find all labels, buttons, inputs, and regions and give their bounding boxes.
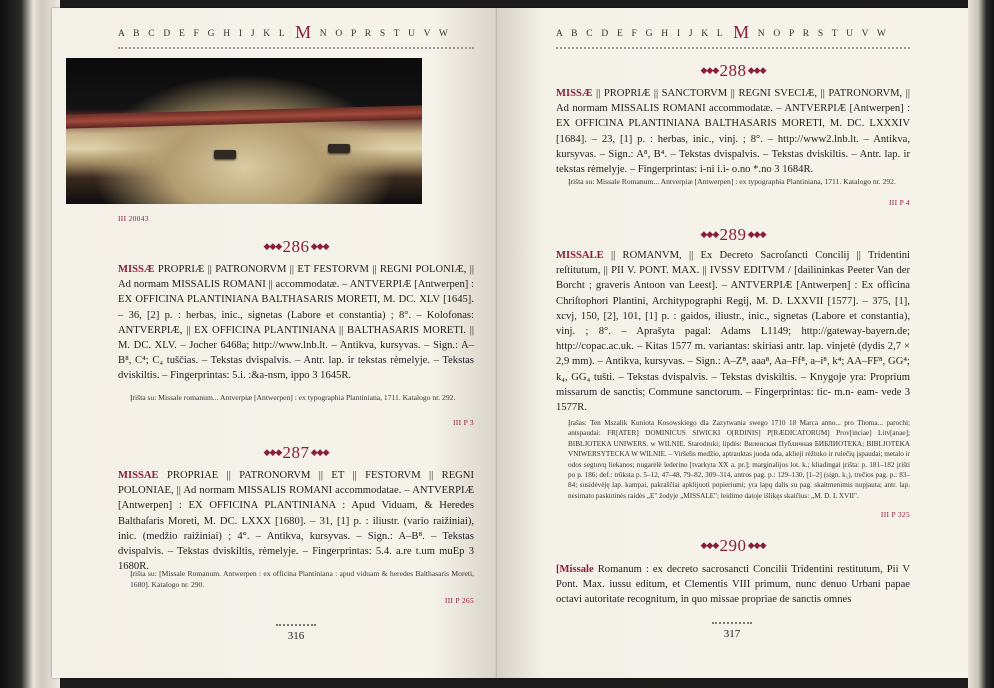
entry-287-text [118, 468, 474, 574]
entry-286-source: Įrišta su: Missale romanum... Antverpiæ [Antwerpen] : ex typographia Plantiniana, 1711. Katalogo nr. 292. [130, 393, 456, 402]
alphabet-current-letter: M [733, 22, 751, 42]
ornament-icon: ◆◆◆ [309, 447, 329, 457]
folio-ornament-left [276, 624, 316, 627]
entry-286-ref: III P 3 [453, 418, 474, 427]
clasp-shape [214, 150, 236, 159]
ornament-icon: ◆◆◆ [263, 241, 283, 251]
alphabet-before: A B C D E F G H I J K L [556, 29, 726, 39]
clasp-shape [328, 144, 350, 153]
ornament-icon: ◆◆◆ [700, 540, 720, 550]
entry-number-290 [556, 536, 910, 556]
entry-286-text [118, 262, 474, 384]
alphabet-current-letter: M [295, 22, 313, 42]
book-cover-shape [66, 105, 422, 128]
photo-caption: III 20043 [118, 214, 149, 223]
entry-body: Romanum : ex decreto sacrosancti Concilii Tridentini restitutum, Pii V Pont. Max. iussu editum, et Clementis VIII primum, nunc denuo Urbani papae octavi autoritate recognitum, in quo missae propriae de sanctis omnes [556, 564, 910, 606]
entry-289-text [556, 248, 910, 415]
entry-number-text: 289 [719, 225, 747, 244]
book-photo [66, 58, 422, 204]
entry-number-286 [118, 237, 474, 257]
entry-number-text: 287 [282, 443, 310, 462]
entry-head: MISSÆ [118, 264, 155, 275]
entry-290-text [556, 562, 910, 608]
alphabet-after: N O P R S T U V W [757, 29, 890, 39]
entry-head: [Missale [556, 564, 594, 575]
entry-number-text: 288 [719, 61, 747, 80]
ornament-icon: ◆◆◆ [263, 447, 283, 457]
entry-288-source: Įrišta su: Missale Romanum... Antverpiæ [Antwerpen] : ex typographia Plantiniana, 1711. Katalogo nr. 292. [568, 177, 896, 186]
entry-number-289 [556, 225, 910, 245]
book-edge-left [0, 0, 60, 688]
entry-287-source: Įrišta su: [Missale Romanum. Antwerpen : ex officina Plantiniana : apud viduam & heredes Balthasaris Moreti, 1680]. Katalogo nr. 290. [130, 569, 474, 589]
entry-body: || ROMANVM, || Ex Decreto Sacroſancti Concilij || Tridentini reſtitutum, || PII V. PONT. MAX. || IVSSV EDITVM / [dailininkas Peeter Van der Borcht ; graveris Antoon van Leest]. – ANTVERPIÆ [Antwerpen] : Ex officina Chriſtophori Plantini, Architypographi Regij, M. D. LXXVII [1577]. – 375, [1], xcvj, 150, [2], 101, [1] p. : gaidos, iliustr., inic., signetas (Labore et constantia), vinj. ; 8°. – Aprašyta pagal: Adams L1149; http://gateway-bayern.de; http://copac.ac.uk. – Kitas 1577 m. variantas: skiriasi antr. lap. vinjetė (dydis 2,7 × 2,9 mm). – Antikva, kursyvas. – Sign.: A–Z⁸, aaa⁸, Aa–Ff⁸, a–i⁸, k⁴; AA–FF⁸, GG⁴; k₄, GG₄ tušti. – Tekstas dvispalvis. – Tekstas dviskiltis. – Knygoje yra: Proprium missarum de sanctis; Commune sanctorum. – Fingerprintas: tic- m.n- eam- vede 3 1577R. [556, 250, 911, 414]
alphabet-before: A B C D E F G H I J K L [118, 29, 288, 39]
page-number-left: 316 [287, 630, 305, 642]
entry-body: PROPRIAE || PATRONORVM || ET || FESTORVM || REGNI POLONIAE, || Ad normam MISSALIS ROMANI accommodatae. – ANTVERPIÆ [Antwerpen] : EX OFFICINA PLANTINIANA : Apud Viduam, & Heredes Balthaſaris Moreti, M. DC. LXXX [1680]. – 31, [1] p. : iliustr. (vario raižiniai), inic. (medžio raižiniai) ; 4°. – Antikva, kursyvas. – Sign.: A–B⁸. – Tekstas dvispalvis. – Tekstas dviskiltis, rėmelyje. – Fingerprintas: 5.4. a.re t.um muEp 3 1680R. [118, 470, 474, 573]
entry-number-288 [556, 61, 910, 81]
entry-289-ref: III P 325 [880, 510, 910, 519]
entry-number-text: 286 [282, 237, 310, 256]
entry-number-text: 290 [719, 536, 747, 555]
entry-head: MISSÆ [556, 88, 593, 99]
ornament-icon: ◆◆◆ [700, 229, 720, 239]
header-divider-left [118, 47, 474, 50]
entry-289-source: Įrašas: Ten Mszalik Kuniota Kosowskiego dla Zazytwania swego 1710 18 Marca anno... pro Thoma... parochi; antspaudai: FR[ATER] DOMINICUS SIWICKI O[RDINIS] P[RÆDICATORUM] Prov[inciae] Litv[anae]; BIBLJOTEKA UNIWERS. w WILNIE. Starodruki; lipdės: Виленская Публичная БИБЛИОТЕКА; BIBLJOTEKA VNIWERSYTECKA W WILNIE. – Viršelis medžio, aptrauktas juoda oda, aklieji rėžtuko ir rulečių įspaudai; metalo ir odos segtuvų liekanos; nugarėlė lederino [tvarkyta XX a. pr.]; marginalijos lot. k.; kliadingai įrišta: p. 181–182 įrišti po p. 186; def.: trūksta p. 5–12, 47–48, 79–82, 309–314, antros pag. p.: 129–130, [1–2] (sign. k₁), trečios pag. p.: 83–84; susidėvėję lap. kampai, pakraščiai apklijuoti popieriumi; yra lapų dalis su pag. skaitmenimis nupjauta; antr. lap. nesimato paskutinės raidės „E" žodyje „MISSALE"; leidimo datoje išlikęs skaičius: „M. D. L XVII". [568, 419, 910, 500]
book-edge-right [968, 0, 994, 688]
entry-body: || PROPRIÆ || SANCTORVM || REGNI SVECIÆ, || PATRONORVM, || Ad normam MISSALIS ROMANI accommodatæ. – ANTVERPIÆ [Antwerpen] : EX OFFICINA PLANTINIANA BALTHASARIS MORETI, M. DC. LXXXIV [1684]. – 23, [1] p. : herbas, inic., vinj. ; 8°. – http://www2.lnb.lt. – Antikva, kursyvas. – Sign.: A⁸, B⁴. – Tekstas dvispalvis. – Tekstas dviskiltis. – Antr. lap. ir tekstas rėmelyje. – Fingerprintas: i-ni i.i- o.no *.no 3 1684R. [556, 88, 910, 176]
entry-287-ref: III P 265 [444, 596, 474, 605]
entry-288-ref: III P 4 [889, 198, 910, 207]
folio-ornament-right [712, 622, 752, 625]
header-divider-right [556, 47, 910, 50]
ornament-icon: ◆◆◆ [746, 540, 766, 550]
page-number-right: 317 [723, 628, 741, 640]
entry-head: MISSALE [556, 250, 604, 261]
entry-head: MISSAE [118, 470, 159, 481]
ornament-icon: ◆◆◆ [309, 241, 329, 251]
entry-number-287 [118, 443, 474, 463]
entry-body: PROPRIÆ || PATRONORVM || ET FESTORVM || REGNI POLONIÆ, || Ad normam MISSALIS ROMANI || accommodatæ. – ANTVERPIÆ [Antwerpen] : EX OFFICINA PLANTINIANA BALTHASARIS MORETI, M. DC. XLV [1645]. – 36, [2] p. : herbas, inic., signetas (Labore et constantia) ; 8°. – Kolofonas: ANTVERPIÆ, || EX OFFICINA PLANTINIANA || BALTHASARIS MORETI. || M. DC. XLV. – Jocher 6468a; http://www.lnb.lt. – Antikva, kursyvas. – Sign.: A–B⁸, C⁴; C₄ tuščias. – Tekstas dvispalvis. – Antr. lap. ir tekstas rėmelyje. – Tekstas dviskiltis. – Fingerprintas: 5.i. :&a-nsm, ippo 3 1645R. [118, 264, 475, 382]
ornament-icon: ◆◆◆ [700, 65, 720, 75]
ornament-icon: ◆◆◆ [746, 65, 766, 75]
alphabet-header-left [118, 20, 451, 41]
ornament-icon: ◆◆◆ [746, 229, 766, 239]
alphabet-header-right [556, 20, 889, 41]
entry-288-text [556, 86, 910, 177]
alphabet-after: N O P R S T U V W [319, 29, 452, 39]
